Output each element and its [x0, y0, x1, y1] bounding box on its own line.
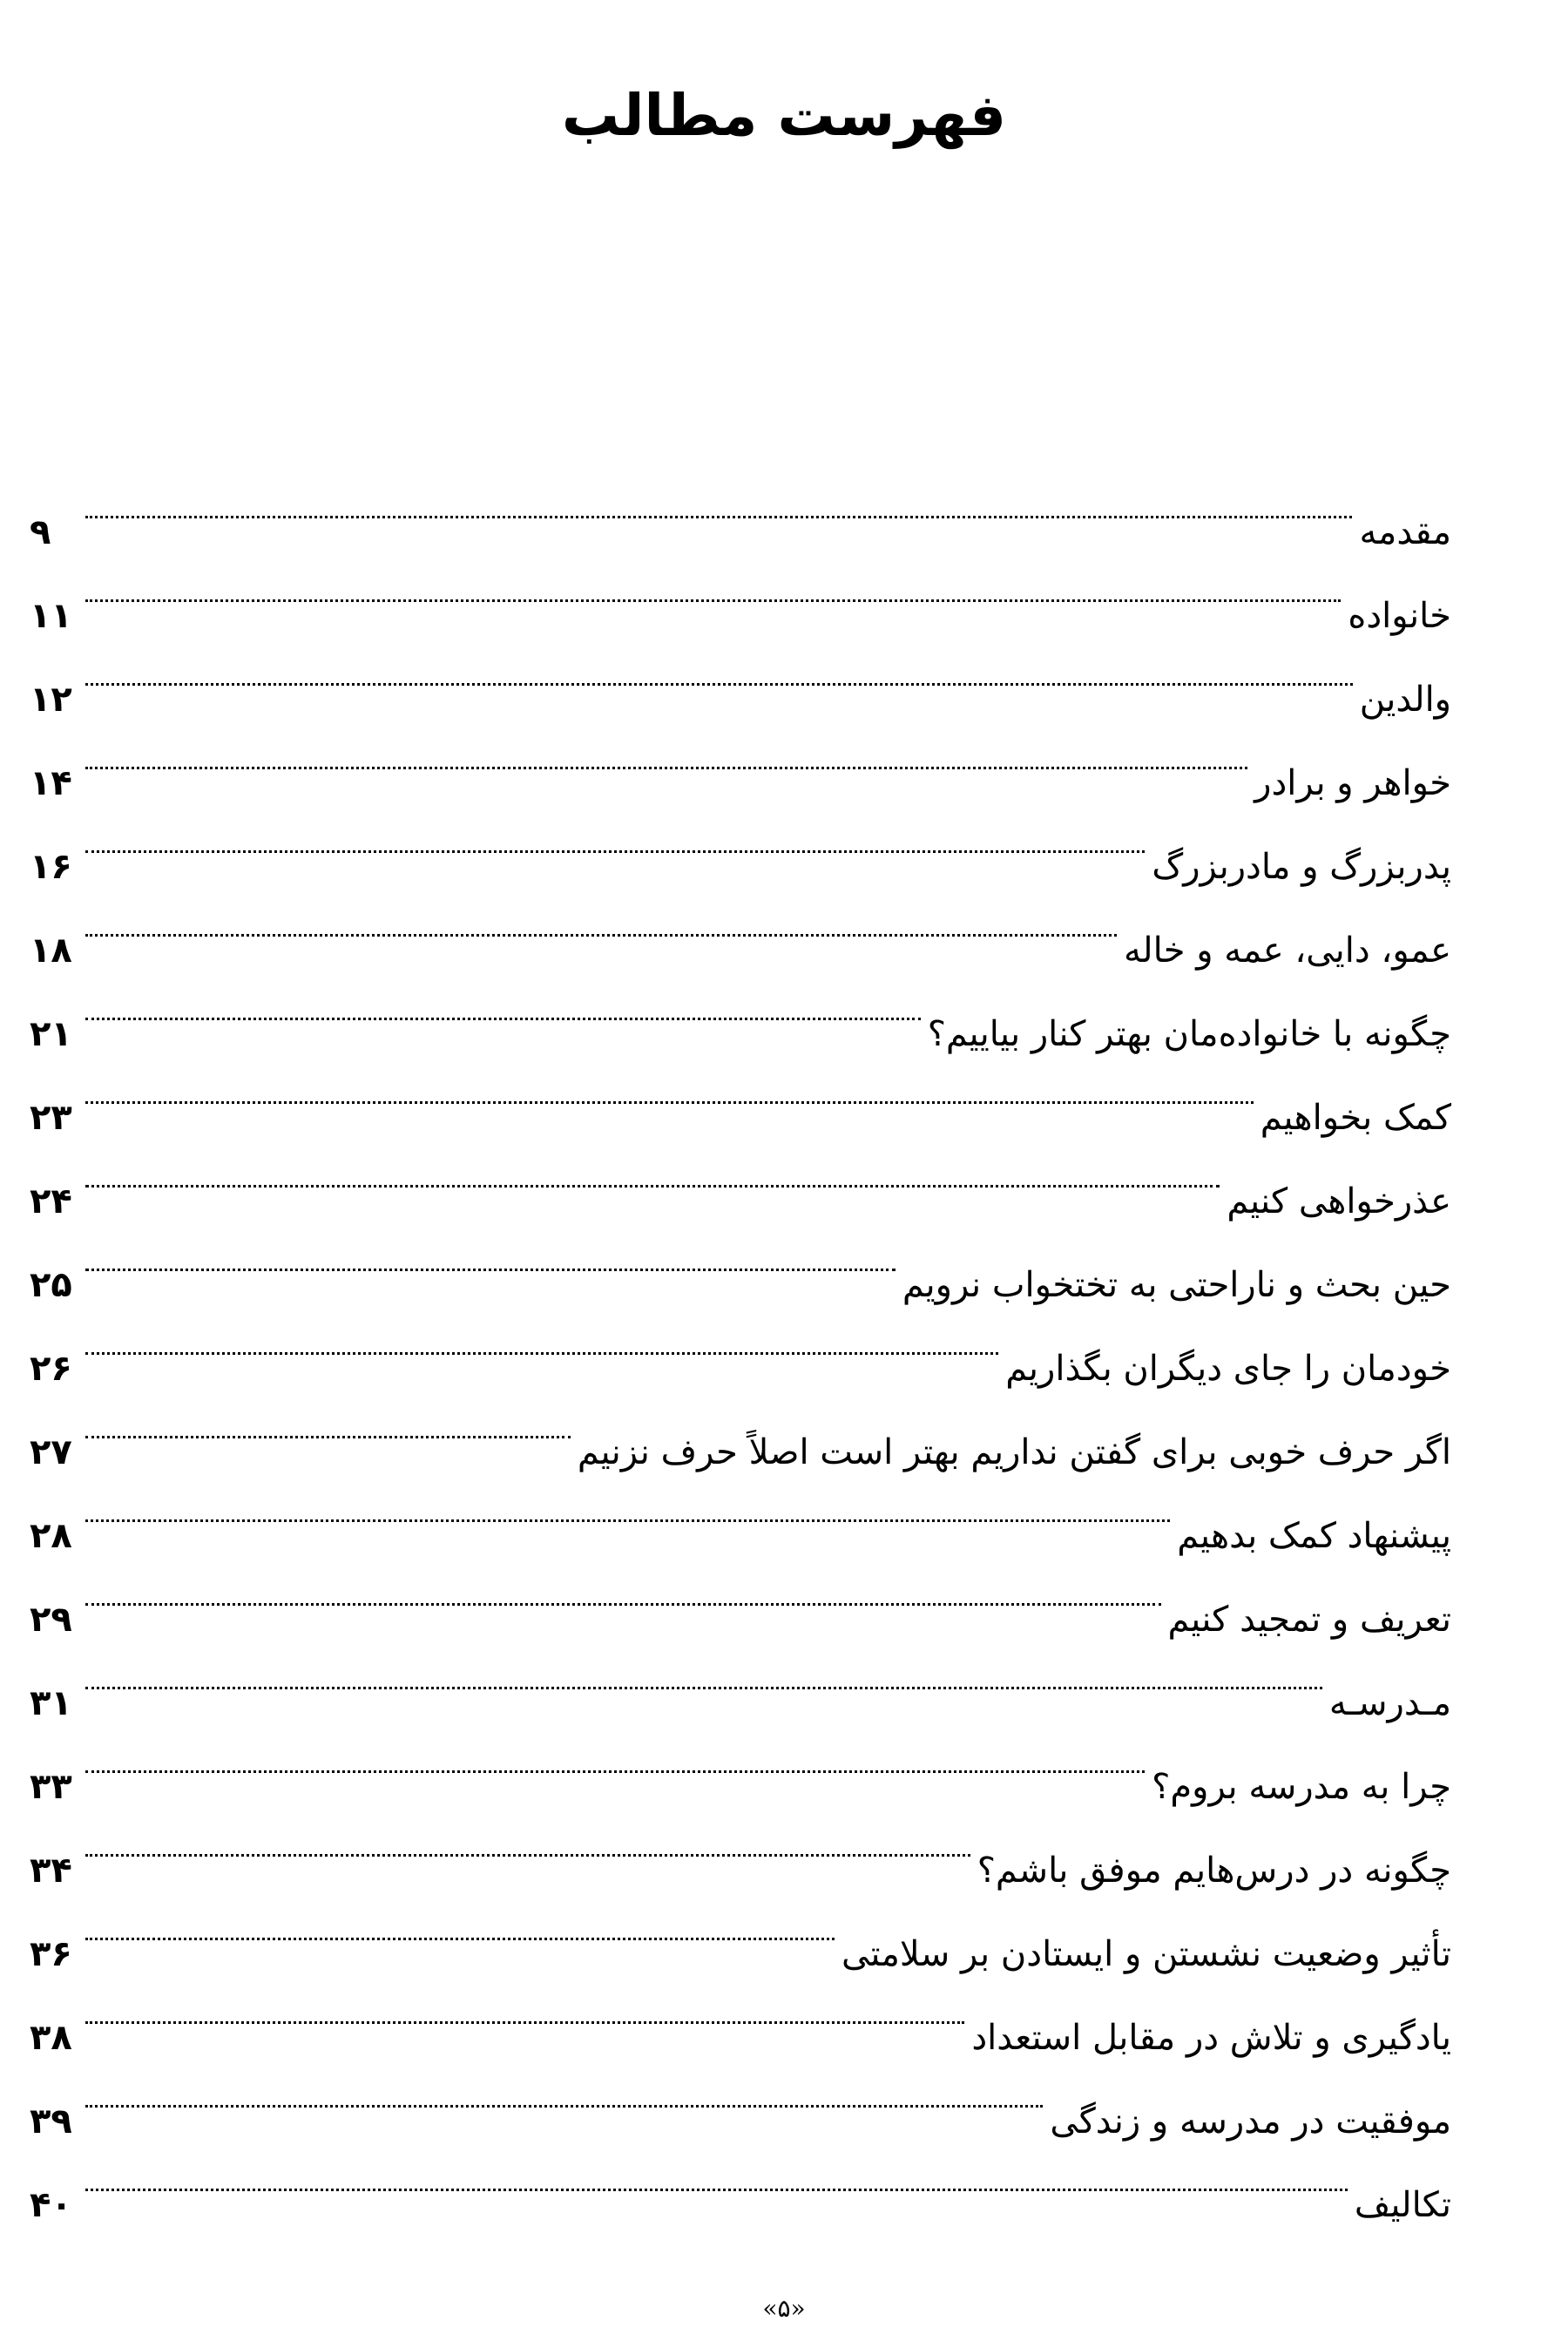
toc-dot-leader — [85, 1296, 998, 1380]
toc-entry-title: کمک بخواهیم — [1260, 1098, 1451, 1138]
toc-dot-leader — [85, 1547, 1161, 1631]
toc-entry-title: چگونه با خانواده‌مان بهتر کنار بیاییم؟ — [927, 1014, 1451, 1054]
toc-page-number: ۲۴ — [30, 1181, 72, 1221]
toc-page-number: ۲۷ — [30, 1432, 72, 1472]
toc-dot-leader — [85, 2133, 1348, 2216]
toc-entry — [30, 460, 1451, 552]
toc-entry — [30, 711, 1451, 803]
toc-entry-title: مـدرسـه — [1328, 1683, 1451, 1723]
page-number: «۵» — [762, 2294, 806, 2323]
toc-page-number: ۲۳ — [30, 1098, 72, 1138]
toc-page-number: ۳۳ — [30, 1767, 72, 1807]
toc-dot-leader — [85, 711, 1247, 795]
toc-entry-title: تعریف و تمجید کنیم — [1167, 1600, 1451, 1640]
toc-dot-leader — [85, 1380, 571, 1464]
toc-page-number: ۲۶ — [30, 1349, 72, 1389]
toc-page-number: ۱۱ — [30, 596, 72, 636]
toc-entry-title: خودمان را جای دیگران بگذاریم — [1005, 1349, 1451, 1389]
toc-dot-leader — [85, 544, 1341, 627]
toc-entry-title: پیشنهاد کمک بدهیم — [1177, 1516, 1451, 1556]
toc-dot-leader — [85, 1966, 964, 2049]
toc-page-number: ۱۶ — [30, 847, 72, 887]
toc-entry-title: چرا به مدرسه بروم؟ — [1152, 1767, 1451, 1807]
toc-entry-title: والدین — [1359, 680, 1451, 720]
toc-entry — [30, 1715, 1451, 1807]
toc-page-number: ۳۹ — [30, 2101, 72, 2142]
toc-entry — [30, 2133, 1451, 2225]
toc-dot-leader — [85, 1129, 1220, 1213]
page-title: فهرست مطالب — [561, 82, 1007, 149]
toc-entry-title: خانواده — [1348, 596, 1451, 636]
toc-page-number: ۳۶ — [30, 1934, 72, 1974]
toc-entry — [30, 795, 1451, 887]
toc-entry-title: موفقیت در مدرسه و زندگی — [1050, 2101, 1451, 2142]
toc-dot-leader — [85, 962, 921, 1045]
toc-dot-leader — [85, 795, 1145, 878]
toc-dot-leader — [85, 2049, 1043, 2133]
toc-dot-leader — [85, 1715, 1145, 1798]
toc-entry-title: عذرخواهی کنیم — [1227, 1181, 1451, 1221]
toc-page-number: ۳۴ — [30, 1851, 72, 1891]
toc-dot-leader — [85, 1213, 896, 1296]
toc-dot-leader — [85, 1798, 970, 1882]
toc-dot-leader — [85, 1045, 1254, 1129]
toc-dot-leader — [85, 1882, 835, 1966]
toc-page-number: ۲۵ — [30, 1265, 72, 1305]
toc-dot-leader — [85, 878, 1117, 962]
toc-entry — [30, 1129, 1451, 1221]
toc-page-number: ۹ — [30, 512, 51, 552]
toc-entry-title: مقدمه — [1359, 512, 1451, 552]
toc-entry-title: یادگیری و تلاش در مقابل استعداد — [971, 2018, 1451, 2058]
toc-page-number: ۳۸ — [30, 2018, 72, 2058]
toc-dot-leader — [85, 1464, 1170, 1547]
toc-page-number: ۲۱ — [30, 1014, 72, 1054]
toc-entry-title: چگونه در درس‌هایم موفق باشم؟ — [977, 1851, 1451, 1891]
toc-entry-title: پدربزرگ و مادربزرگ — [1152, 847, 1451, 887]
toc-entry — [30, 1045, 1451, 1138]
table-of-contents — [30, 460, 1451, 2225]
toc-entry-title: اگر حرف خوبی برای گفتن نداریم بهتر است اصلاً حرف نزنیم — [577, 1432, 1451, 1472]
toc-entry-title: حین بحث و ناراحتی به تختخواب نرویم — [902, 1265, 1451, 1305]
toc-entry-title: خواهر و برادر — [1254, 763, 1451, 803]
toc-entry-title: تکالیف — [1354, 2185, 1451, 2225]
toc-page-number: ۱۲ — [30, 680, 72, 720]
toc-entry — [30, 544, 1451, 636]
toc-page-number: ۴۰ — [30, 2185, 72, 2225]
toc-dot-leader — [85, 627, 1353, 711]
toc-entry-title: عمو، دایی، عمه و خاله — [1123, 930, 1451, 971]
toc-page-number: ۱۸ — [30, 930, 72, 971]
toc-page-number: ۲۹ — [30, 1600, 72, 1640]
toc-page-number: ۳۱ — [30, 1683, 72, 1723]
toc-entry-title: تأثیر وضعیت نشستن و ایستادن بر سلامتی — [841, 1934, 1451, 1974]
toc-dot-leader — [85, 460, 1352, 544]
toc-page-number: ۱۴ — [30, 763, 72, 803]
toc-entry — [30, 627, 1451, 720]
toc-entry — [30, 1631, 1451, 1723]
toc-page-number: ۲۸ — [30, 1516, 72, 1556]
toc-dot-leader — [85, 1631, 1322, 1715]
